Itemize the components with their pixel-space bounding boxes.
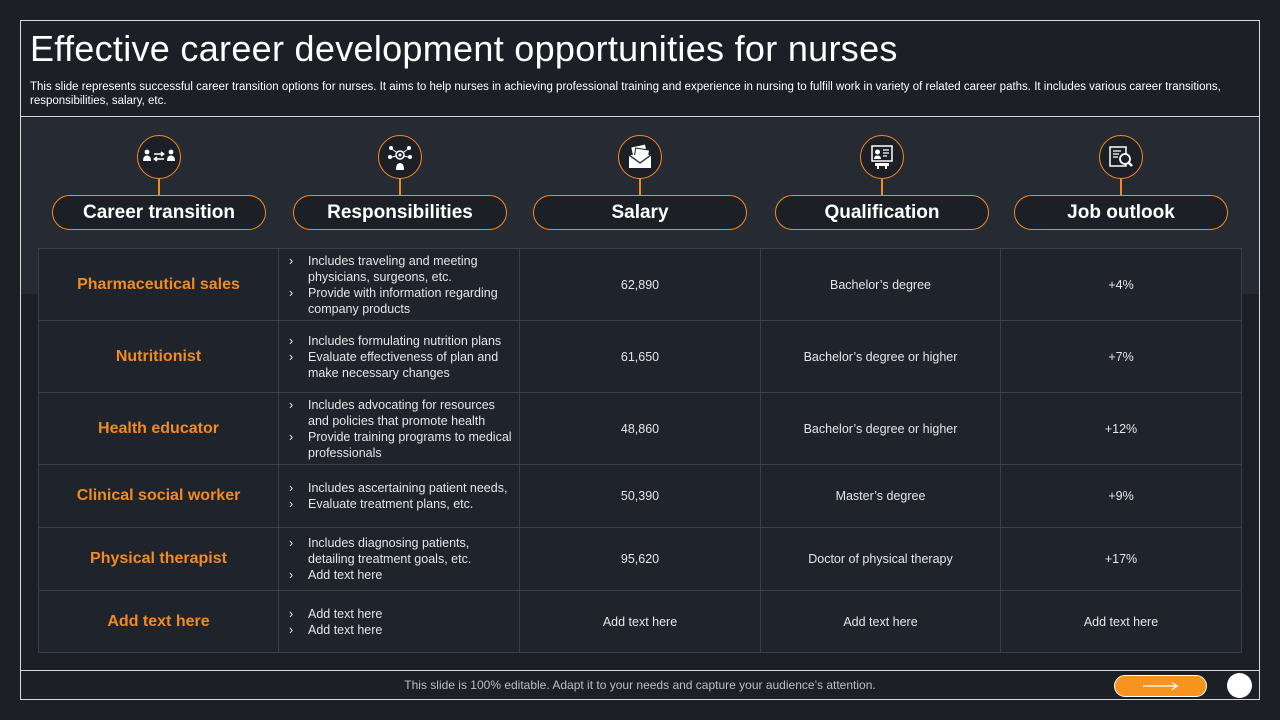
salary-cell: 50,390	[520, 465, 761, 527]
page-subtitle: This slide represents successful career transition options for nurses. It aims to help nurses in achieving professional training and experience in nursing to fulfill work in variety of related career paths. It includes various career transitions, responsibilities, salary, etc.	[30, 81, 1221, 107]
job-search-icon	[1099, 135, 1143, 179]
qualification-cell: Master’s degree	[761, 465, 1001, 527]
job-outlook-cell: +12%	[1104, 421, 1138, 436]
column-label: Responsibilities	[293, 195, 507, 230]
responsibility-item: › Includes formulating nutrition plans	[287, 333, 513, 349]
responsibility-item: › Includes advocating for resources and policies that promote health	[287, 397, 513, 429]
column-label: Career transition	[52, 195, 266, 230]
certificate-person-icon	[860, 135, 904, 179]
page-title: Effective career development opportunities for nurses	[30, 28, 898, 69]
footer-note: This slide is 100% editable. Adapt it to your needs and capture your audience’s attention.	[404, 678, 876, 692]
responsibility-item: › Add text here	[287, 567, 513, 583]
circle-button[interactable]	[1227, 673, 1252, 698]
connector-line	[158, 179, 160, 195]
responsibility-item: › Add text here	[287, 606, 513, 622]
table-row	[39, 465, 1241, 528]
network-person-icon	[378, 135, 422, 179]
qualification-cell: Bachelor’s degree	[761, 249, 1001, 320]
responsibilities-cell	[279, 249, 520, 320]
footer-divider	[20, 670, 1260, 671]
table-row	[39, 393, 1241, 465]
responsibility-item: › Evaluate effectiveness of plan and make necessary changes	[287, 349, 513, 381]
table-row	[39, 249, 1241, 321]
career-transition-cell: Clinical social worker	[39, 465, 279, 527]
responsibility-item: › Includes traveling and meeting physicians, surgeons, etc.	[287, 253, 513, 285]
connector-line	[1120, 179, 1122, 195]
salary-cell: 62,890	[520, 249, 761, 320]
qualification-cell: Bachelor’s degree or higher	[761, 393, 1001, 464]
next-button[interactable]	[1114, 675, 1207, 697]
column-header-job-outlook	[1014, 135, 1228, 231]
career-transition-cell: Health educator	[39, 393, 279, 464]
salary-cell: Add text here	[520, 591, 761, 652]
career-transition-cell: Pharmaceutical sales	[39, 249, 279, 320]
responsibilities-cell	[279, 321, 520, 392]
job-outlook-cell: Add text here	[1083, 614, 1159, 629]
responsibility-item: › Add text here	[287, 622, 513, 638]
responsibilities-cell	[279, 393, 520, 464]
column-label: Job outlook	[1014, 195, 1228, 230]
career-transition-cell: Add text here	[39, 591, 279, 652]
column-label: Salary	[533, 195, 747, 230]
connector-line	[639, 179, 641, 195]
connector-line	[881, 179, 883, 195]
career-transition-cell: Physical therapist	[39, 528, 279, 590]
column-header-career-transition	[52, 135, 266, 231]
qualification-cell: Bachelor’s degree or higher	[761, 321, 1001, 392]
table-row	[39, 321, 1241, 393]
qualification-cell: Doctor of physical therapy	[761, 528, 1001, 590]
title-area	[20, 20, 1260, 117]
responsibility-item: › Includes ascertaining patient needs,	[287, 480, 513, 496]
salary-cell: 61,650	[520, 321, 761, 392]
responsibility-item: › Provide with information regarding company products	[287, 285, 513, 317]
responsibility-item: › Provide training programs to medical professionals	[287, 429, 513, 461]
salary-cell: 95,620	[520, 528, 761, 590]
responsibilities-cell	[279, 528, 520, 590]
career-table	[38, 248, 1242, 653]
responsibilities-cell	[279, 465, 520, 527]
responsibilities-cell	[279, 591, 520, 652]
job-outlook-cell: +7%	[1108, 349, 1134, 364]
responsibility-item: › Includes diagnosing patients, detailing treatment goals, etc.	[287, 535, 513, 567]
column-header-responsibilities	[293, 135, 507, 231]
salary-cell: 48,860	[520, 393, 761, 464]
qualification-cell: Add text here	[761, 591, 1001, 652]
job-outlook-cell: +17%	[1104, 552, 1138, 566]
column-header-salary	[533, 135, 747, 231]
job-outlook-cell: +9%	[1108, 489, 1134, 503]
people-exchange-icon	[137, 135, 181, 179]
table-row	[39, 528, 1241, 591]
arrow-right-icon	[1141, 681, 1181, 691]
connector-line	[399, 179, 401, 195]
column-header-qualification	[775, 135, 989, 231]
responsibility-item: › Evaluate treatment plans, etc.	[287, 496, 513, 512]
table-row	[39, 591, 1241, 652]
career-transition-cell: Nutritionist	[39, 321, 279, 392]
column-label: Qualification	[775, 195, 989, 230]
job-outlook-cell: +4%	[1108, 277, 1134, 292]
money-envelope-icon	[618, 135, 662, 179]
